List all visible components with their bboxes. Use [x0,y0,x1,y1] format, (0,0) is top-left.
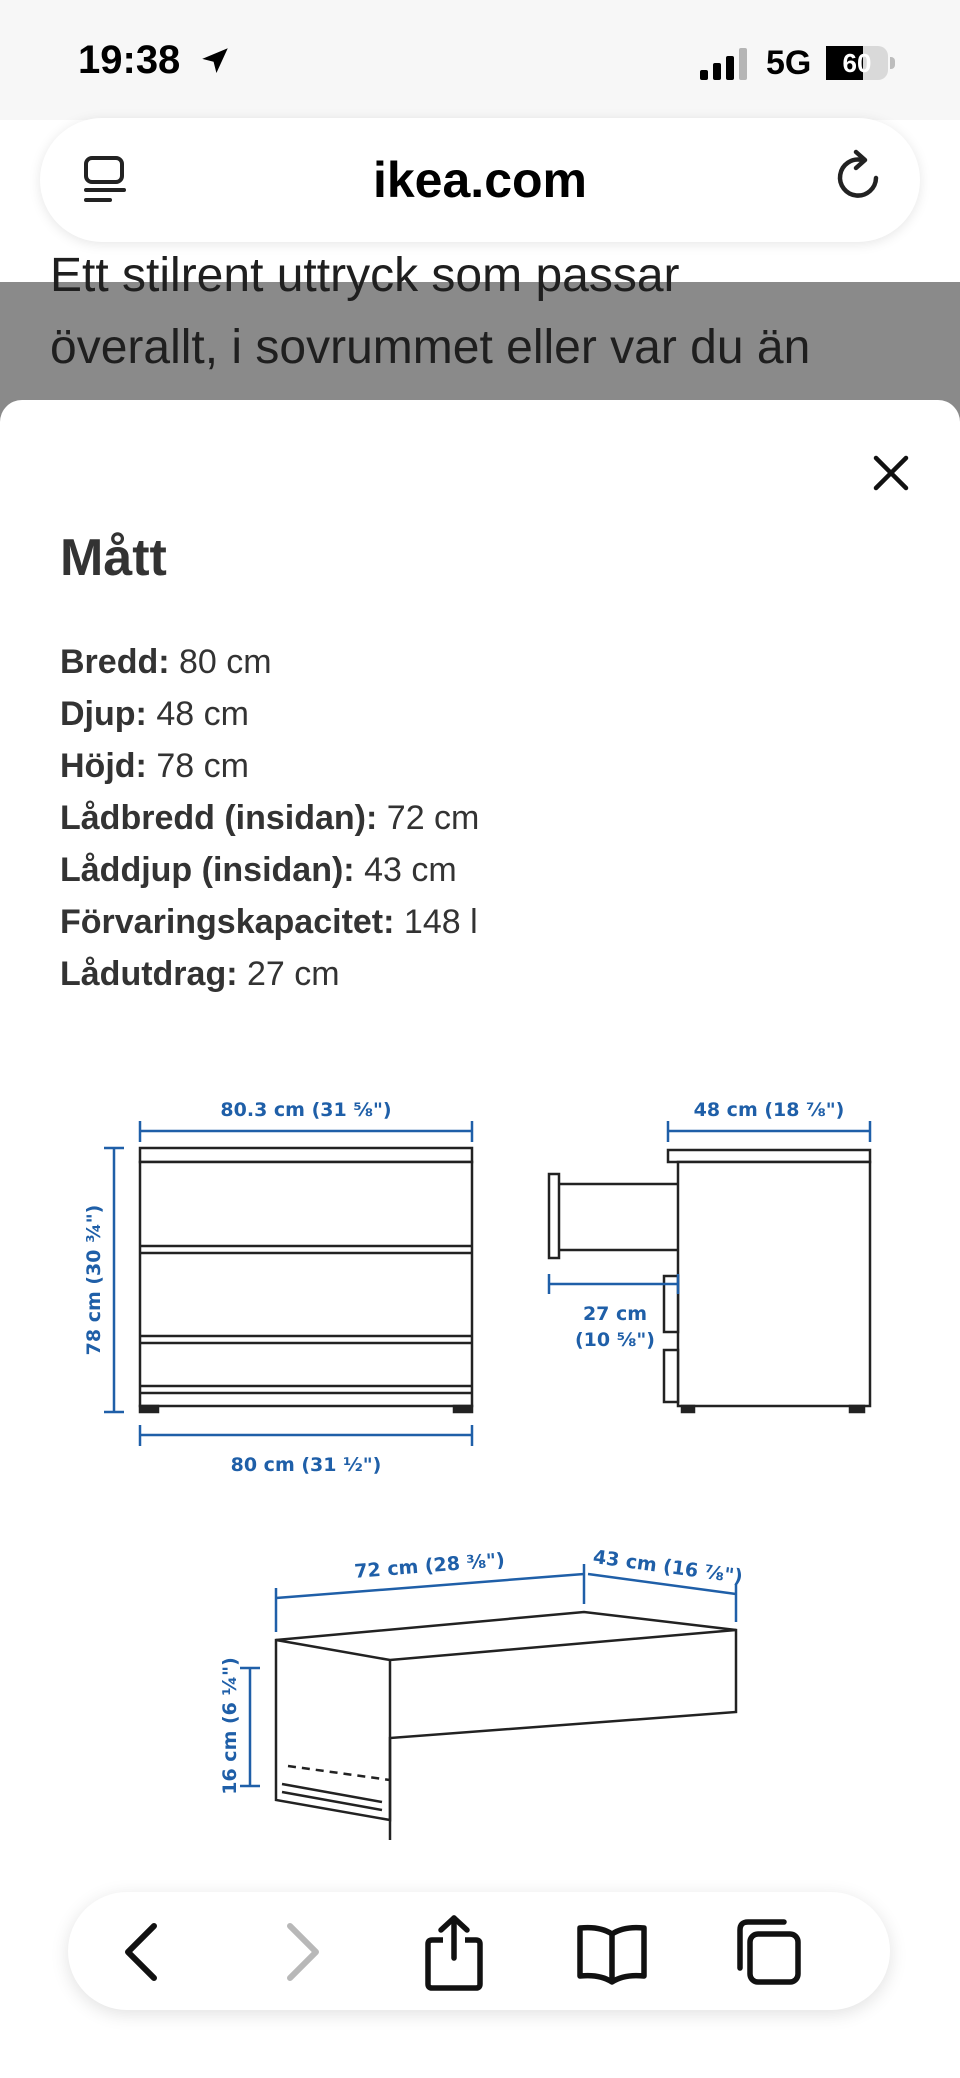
share-icon[interactable] [414,1912,494,1992]
label-drawer-extension: 27 cm [582,1303,648,1325]
reload-icon[interactable] [832,148,888,208]
spec-value: 48 cm [156,695,249,733]
url-text[interactable]: ikea.com [372,152,587,208]
spec-list [60,636,479,1000]
spec-row [60,896,479,948]
network-type: 5G [766,44,812,82]
tabs-icon[interactable] [728,1912,808,1992]
spec-value: 72 cm [386,799,480,837]
back-button[interactable] [104,1912,184,1992]
tabs-button[interactable] [728,1912,808,1992]
spec-label: Djup: [60,695,147,733]
spec-value: 78 cm [156,747,249,785]
close-icon[interactable] [862,444,920,502]
sheet-title: Mått [60,529,167,587]
spec-label: Lådutdrag: [60,955,238,993]
chevron-left-icon[interactable] [104,1912,184,1992]
browser-toolbar [68,1892,890,2010]
background-text-line: överallt, i sovrummet eller var du än [50,321,811,374]
spec-label: Lådbredd (insidan): [60,799,378,837]
spec-label: Låddjup (insidan): [60,851,355,889]
spec-row [60,688,479,740]
drawer-drawing [276,1612,736,1840]
battery-icon [826,46,894,80]
label-drawer-extension-inches: (10 ⅝") [575,1329,655,1351]
label-drawer-width: 72 cm (28 ⅜") [353,1549,506,1583]
bookmarks-button[interactable] [572,1912,652,1992]
spec-row [60,844,479,896]
dimension-diagram [60,1080,900,1840]
forward-button[interactable] [260,1912,340,1992]
dimensions-sheet [0,400,960,1900]
spec-label: Förvaringskapacitet: [60,903,395,941]
address-bar[interactable] [40,118,920,242]
status-time: 19:38 [78,38,181,82]
spec-row [60,792,479,844]
background-text-line: Ett stilrent uttryck som passar [50,249,680,302]
book-icon[interactable] [572,1912,652,1992]
spec-value: 80 cm [179,643,272,681]
label-drawer-depth: 43 cm (16 ⅞") [591,1546,744,1589]
signal-icon [700,48,750,80]
battery-level: 60 [842,48,872,78]
spec-row [60,740,479,792]
label-drawer-height: 16 cm (6 ¼") [219,1657,241,1795]
label-front-bottom-width: 80 cm (31 ½") [230,1454,382,1476]
spec-label: Bredd: [60,643,170,681]
spec-row [60,948,479,1000]
spec-value: 43 cm [364,851,457,889]
label-front-height: 78 cm (30 ¾") [83,1204,105,1356]
chevron-right-icon[interactable] [260,1912,340,1992]
share-button[interactable] [414,1912,494,1992]
spec-label: Höjd: [60,747,147,785]
location-arrow-icon [198,44,232,78]
chest-front-drawing [140,1148,472,1412]
spec-value: 27 cm [247,955,340,993]
label-side-depth: 48 cm (18 ⅞") [693,1099,845,1121]
spec-value: 148 l [403,903,478,941]
status-bar [0,0,960,120]
chest-side-drawing [549,1150,870,1412]
label-front-top-width: 80.3 cm (31 ⅝") [220,1099,392,1121]
spec-row [60,636,479,688]
